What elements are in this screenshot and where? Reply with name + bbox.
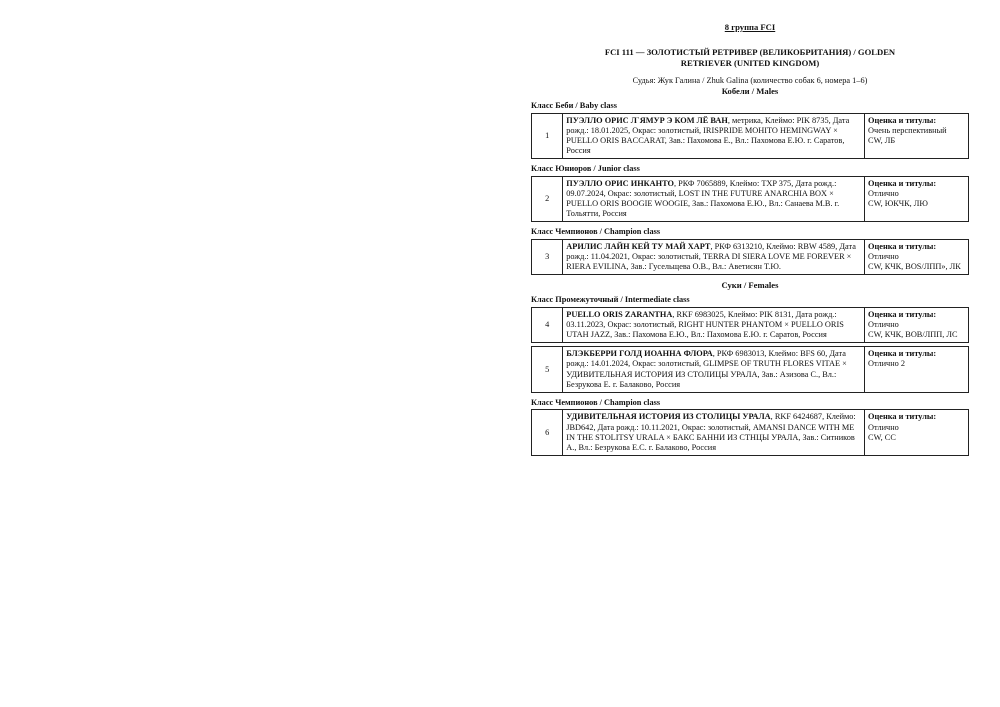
entry-number: 4	[532, 307, 563, 343]
award-heading: Оценка и титулы:	[868, 241, 937, 251]
class-heading: Класс Юниоров / Junior class	[531, 164, 640, 174]
award-line: CW, ЛБ	[868, 136, 896, 146]
entry-table	[531, 176, 969, 223]
entry-table	[531, 307, 969, 344]
entry-number: 1	[532, 113, 563, 159]
entry-description	[563, 176, 865, 222]
catalog-page	[531, 22, 969, 456]
entry-award	[865, 113, 969, 159]
dog-details: , метрика, Клеймо: PIK 8735, Дата рожд.: 18.01.2025, Окрас: золотистый, IRISPRIDE MOHITO HEMINGWAY × PUELLO ORIS BACCARAT, Зав.: Пахомова Е., Вл.: Пахомова Е.Ю. г. Саратов, Россия	[566, 115, 850, 156]
entry-row	[532, 239, 969, 275]
judge-line: Судья: Жук Галина / Zhuk Galina (количество собак 6, номера 1–6)	[632, 76, 868, 86]
award-line: Очень перспективный	[868, 125, 947, 135]
award-line: Отлично	[868, 188, 899, 198]
entry-row	[532, 176, 969, 222]
award-heading: Оценка и титулы:	[868, 412, 937, 422]
entry-description	[563, 307, 865, 343]
dog-details: , РКФ 7065889, Клеймо: TXP 375, Дата рожд.: 09.07.2024, Окрас: золотистый, LOST IN THE FUTURE ANARCHIA BOX × PUELLO ORIS BOOGIE WOOGIE, Зав.: Пахомова Е.Ю., Вл.: Санаева М.В. г. Тольятти, Россия	[566, 178, 840, 219]
entry-row	[532, 410, 969, 456]
entry-number: 2	[532, 176, 563, 222]
award-heading: Оценка и титулы:	[868, 178, 937, 188]
dog-details: , RKF 6424687, Клеймо: JBD642, Дата рожд.: 10.11.2021, Окрас: золотистый, AMANSI DANCE WITH ME IN THE STOLITSY URALA × БАКС БАННИ ИЗ СТНЦЫ УРАЛА, Зав.: Ситников А., Вл.: Безрукова Е.С. г. Балаково, Россия	[566, 412, 856, 452]
entry-description	[563, 239, 865, 275]
award-line: Отлично 2	[868, 359, 906, 369]
entry-row	[532, 307, 969, 343]
entry-award	[865, 239, 969, 275]
award-line: CW, КЧК, BOB/ЛПП, ЛС	[868, 330, 958, 340]
dog-details: , РКФ 6983013, Клеймо: BFS 60, Дата рожд.: 14.01.2024, Окрас: золотистый, GLIMPSE OF TRUTH FLORES VITAE × УДИВИТЕЛЬНАЯ ИСТОРИЯ ИЗ СТОЛИЦЫ УРАЛА, Зав.: Азизова С., Вл.: Безрукова Е. г. Балаково, Россия	[566, 349, 847, 389]
award-heading: Оценка и титулы:	[868, 115, 937, 125]
sex-heading: Суки / Females	[721, 280, 779, 291]
entry-number: 3	[532, 239, 563, 275]
dog-name: УДИВИТЕЛЬНАЯ ИСТОРИЯ ИЗ СТОЛИЦЫ УРАЛА	[566, 412, 771, 422]
award-line: Отлично	[868, 319, 899, 329]
entry-award	[865, 176, 969, 222]
entry-award	[865, 410, 969, 456]
dog-details: , РКФ 6313210, Клеймо: RBW 4589, Дата рожд.: 11.04.2021, Окрас: золотистый, TERRA DI SIERA LOVE ME FOREVER × RIERA EVILINA, Зав.: Гусельщева О.В., Вл.: Аветисян Т.Ю.	[566, 241, 856, 272]
entry-description	[563, 113, 865, 159]
entry-row	[532, 113, 969, 159]
dog-name: БЛЭКБЕРРИ ГОЛД ИОАННА ФЛОРА	[566, 349, 713, 359]
entry-table	[531, 409, 969, 456]
entry-table	[531, 239, 969, 276]
entry-award	[865, 347, 969, 393]
dog-name: АРИЛИС ЛАЙН КЕЙ ТУ МАЙ ХАРТ	[566, 241, 711, 251]
entry-row	[532, 347, 969, 393]
dog-name: ПУЭЛЛО ОРИС ИНКАНТО	[566, 178, 674, 188]
award-heading: Оценка и титулы:	[868, 349, 937, 359]
breed-title: FCI 111 — ЗОЛОТИСТЫЙ РЕТРИВЕР (ВЕЛИКОБРИТАНИЯ) / GOLDEN RETRIEVER (UNITED KINGDOM)	[604, 47, 896, 68]
award-line: CW, КЧК, BOS/ЛПП», ЛК	[868, 262, 961, 272]
award-line: CW, CC	[868, 432, 896, 442]
class-heading: Класс Промежуточный / Intermediate class	[531, 295, 690, 305]
sex-heading: Кобели / Males	[721, 86, 779, 97]
entry-description	[563, 410, 865, 456]
entry-number: 5	[532, 347, 563, 393]
entry-description	[563, 347, 865, 393]
entry-number: 6	[532, 410, 563, 456]
entry-award	[865, 307, 969, 343]
entry-table	[531, 346, 969, 393]
group-title: 8 группа FCI	[724, 22, 776, 32]
award-line: Отлично	[868, 422, 899, 432]
award-heading: Оценка и титулы:	[868, 309, 937, 319]
entry-table	[531, 113, 969, 160]
class-heading: Класс Чемпионов / Champion class	[531, 227, 661, 237]
results-sections	[531, 86, 969, 456]
dog-name: ПУЭЛЛО ОРИС Л`ЯМУР Э КОМ ЛЁ ВАН	[566, 115, 728, 125]
award-line: Отлично	[868, 251, 899, 261]
dog-details: , RKF 6983025, Клеймо: PIK 8131, Дата рожд.: 03.11.2023, Окрас: золотистый, RIGHT HUNTER PHANTOM × PUELLO ORIS UTAH JAZZ, Зав.: Пахомова Е.Ю., Вл.: Пахомова Е.Ю. г. Саратов, Россия	[566, 309, 844, 340]
dog-name: PUELLO ORIS ZARANTHA	[566, 309, 673, 319]
class-heading: Класс Чемпионов / Champion class	[531, 398, 661, 408]
award-line: CW, ЮКЧК, ЛЮ	[868, 199, 928, 209]
class-heading: Класс Беби / Baby class	[531, 101, 617, 111]
